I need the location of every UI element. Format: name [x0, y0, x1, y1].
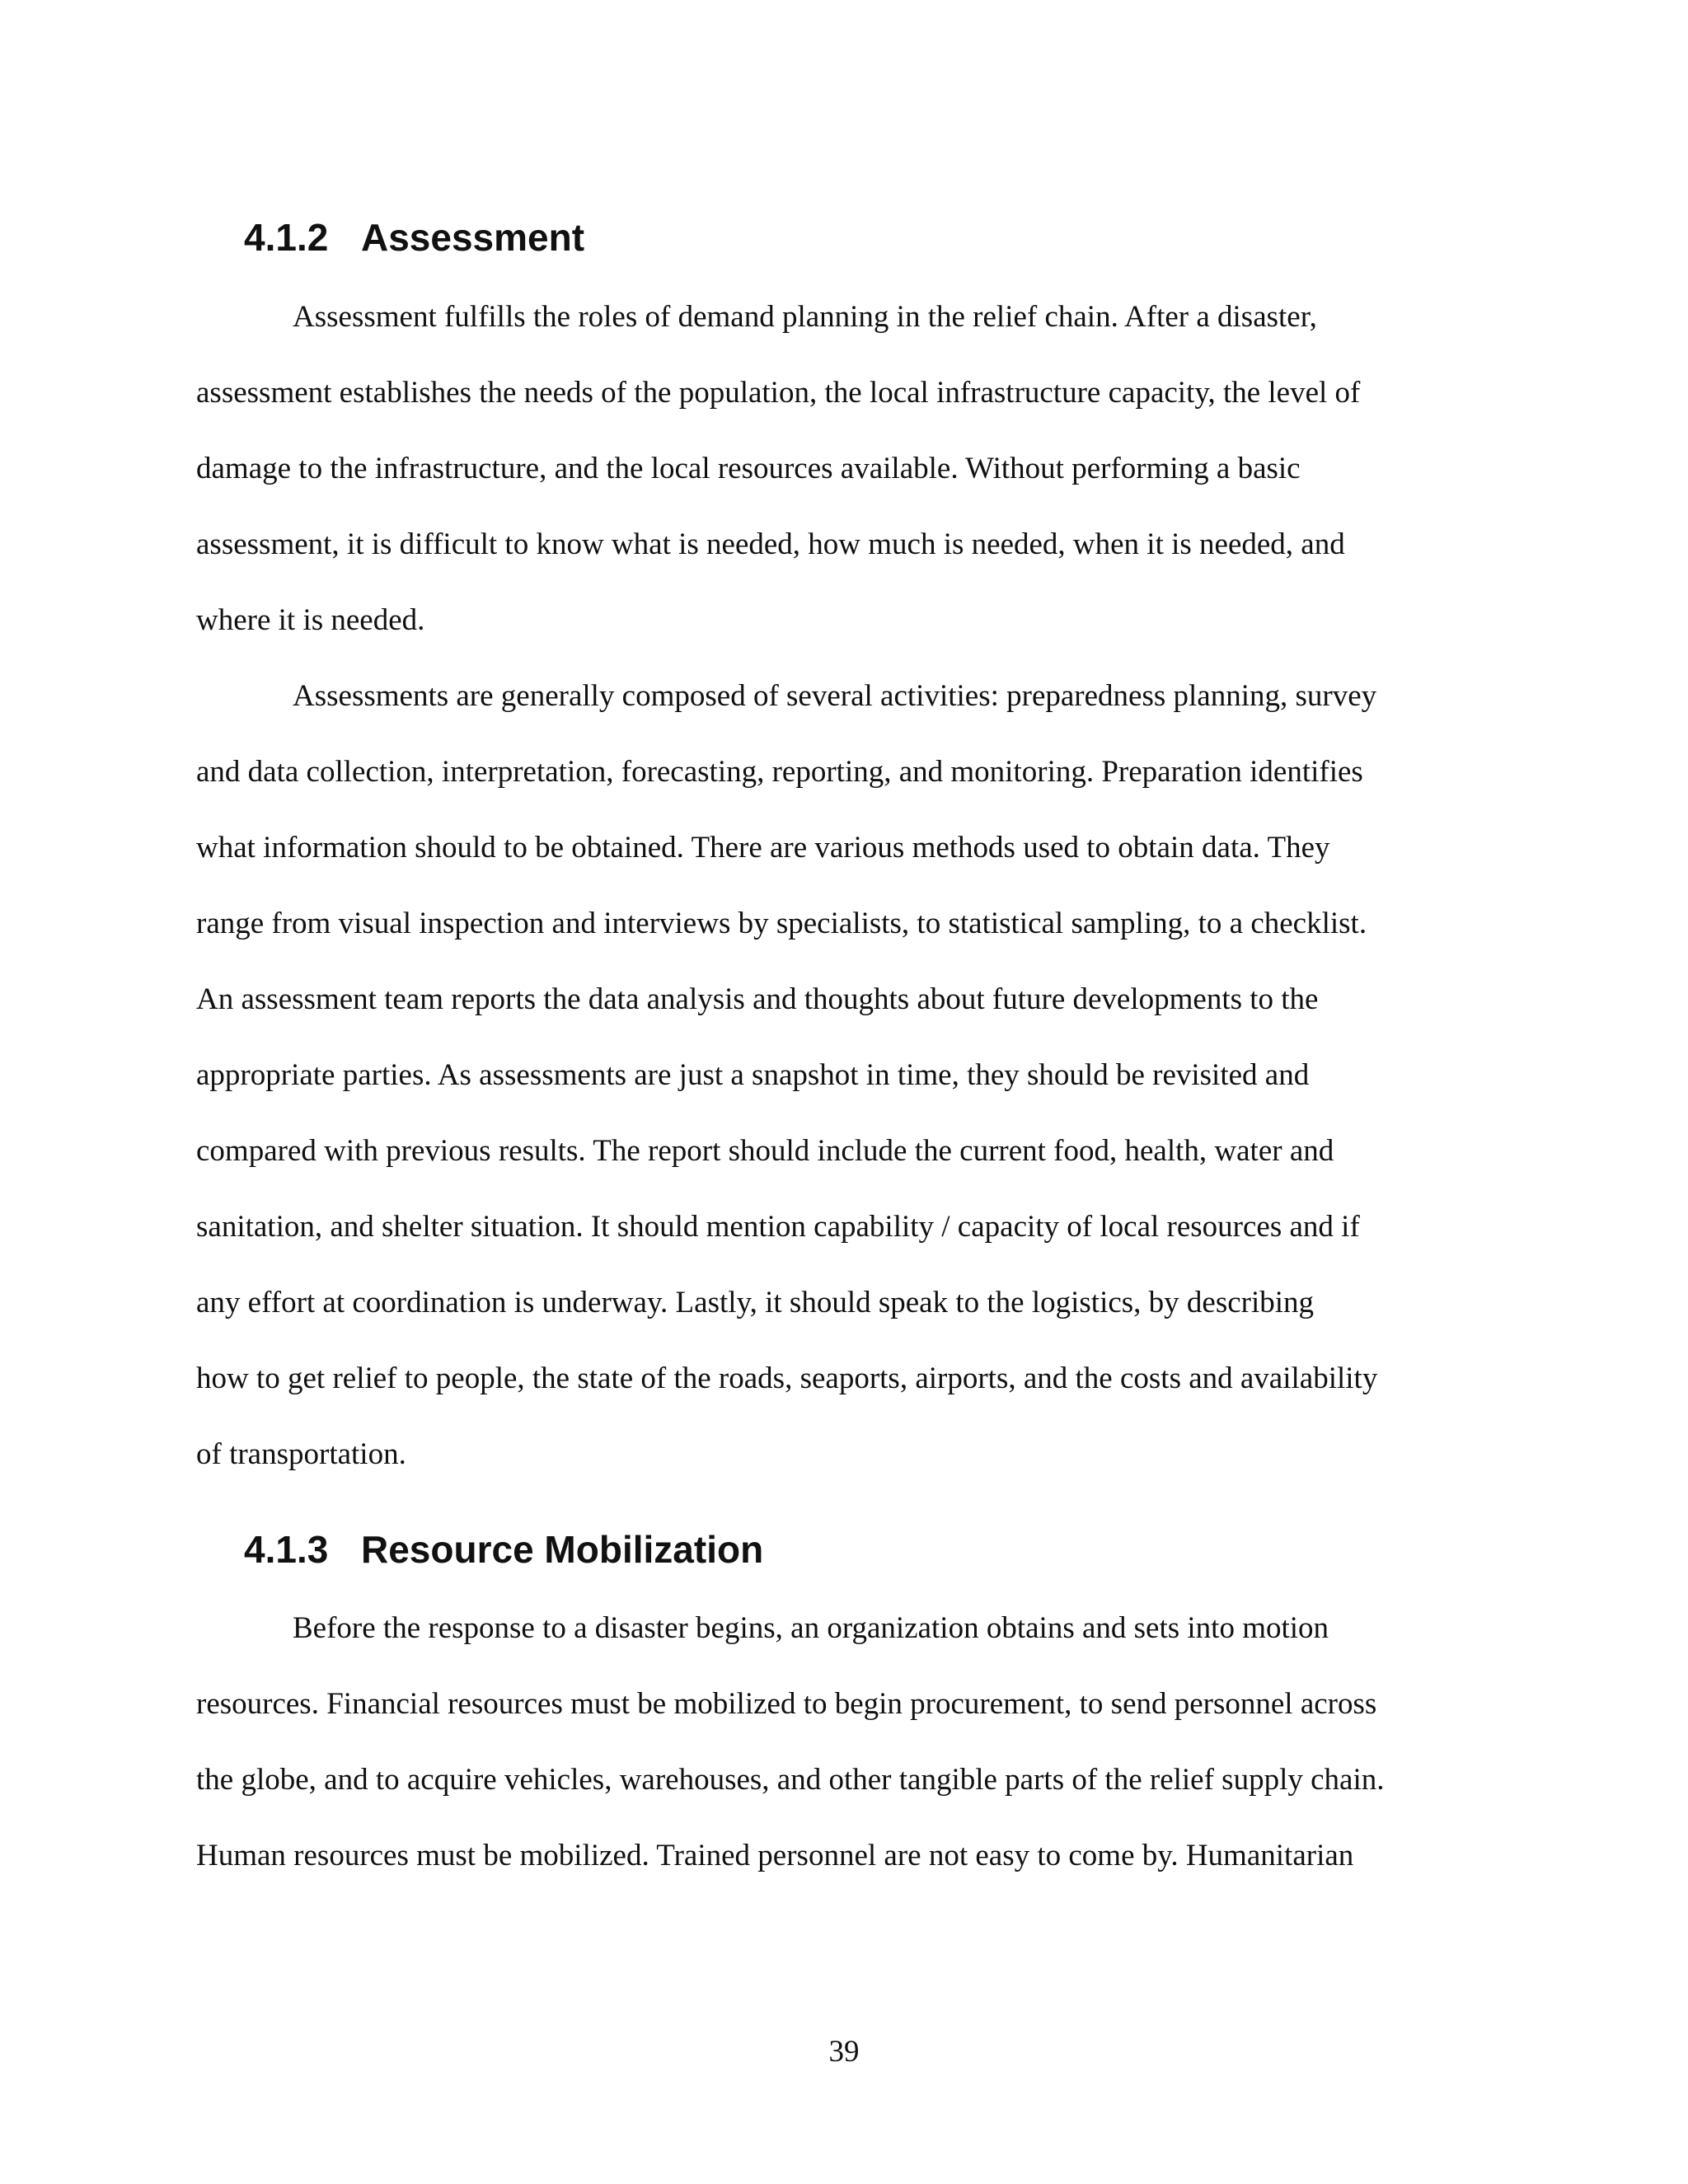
paragraph-line: range from visual inspection and interviews by specialists, to statistical sampling, to a checklist. [196, 907, 1367, 940]
paragraph-line: and data collection, interpretation, forecasting, reporting, and monitoring. Preparation identifies [196, 755, 1363, 789]
paragraph-line: where it is needed. [196, 603, 425, 637]
page-number: 39 [828, 2035, 860, 2069]
section-title: Assessment [361, 216, 585, 259]
paragraph-line: Human resources must be mobilized. Trained personnel are not easy to come by. Humanitarian [196, 1839, 1354, 1872]
paragraph-line: resources. Financial resources must be mobilized to begin procurement, to send personnel across [196, 1687, 1377, 1721]
section-heading-4-1-2 [244, 213, 584, 262]
paragraph-line: how to get relief to people, the state of the roads, seaports, airports, and the costs and availability [196, 1361, 1378, 1395]
paragraph-line: appropriate parties. As assessments are just a snapshot in time, they should be revisited and [196, 1058, 1310, 1092]
paragraph-assessment-activities [196, 658, 1490, 1493]
section-number: 4.1.3 [244, 1528, 329, 1571]
paragraph-line: An assessment team reports the data analysis and thoughts about future developments to the [196, 982, 1319, 1016]
section-title: Resource Mobilization [361, 1528, 764, 1571]
paragraph-line: the globe, and to acquire vehicles, warehouses, and other tangible parts of the relief supply chain. [196, 1763, 1385, 1797]
section-number: 4.1.2 [244, 216, 329, 259]
paragraph-line: what information should to be obtained. There are various methods used to obtain data. They [196, 831, 1330, 865]
paragraph-line: any effort at coordination is underway. Lastly, it should speak to the logistics, by describing [196, 1286, 1315, 1319]
paragraph-resource-mobilization [196, 1591, 1490, 1894]
section-heading-4-1-3 [244, 1525, 763, 1574]
paragraph-line: assessment establishes the needs of the population, the local infrastructure capacity, the level of [196, 376, 1361, 410]
paragraph-line: Before the response to a disaster begins, an organization obtains and sets into motion [293, 1611, 1329, 1645]
paragraph-line: Assessments are generally composed of several activities: preparedness planning, survey [293, 679, 1377, 713]
paragraph-line: of transportation. [196, 1437, 406, 1471]
paragraph-line: Assessment fulfills the roles of demand planning in the relief chain. After a disaster, [293, 300, 1317, 334]
paragraph-line: sanitation, and shelter situation. It should mention capability / capacity of local resources and if [196, 1210, 1360, 1244]
paragraph-line: assessment, it is difficult to know what is needed, how much is needed, when it is needed, and [196, 527, 1345, 561]
paragraph-line: damage to the infrastructure, and the local resources available. Without performing a basic [196, 452, 1301, 485]
paragraph-assessment-intro [196, 279, 1490, 658]
paragraph-line: compared with previous results. The report should include the current food, health, water and [196, 1134, 1334, 1168]
